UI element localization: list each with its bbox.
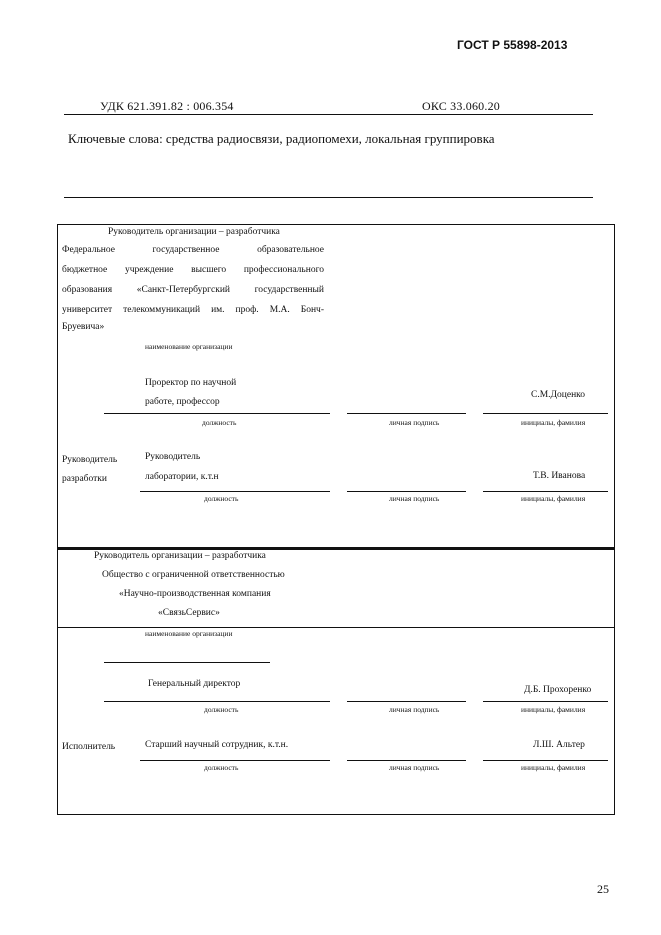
- block2-org-line: Общество с ограниченной ответственностью: [102, 570, 285, 580]
- block2-org-line: «СвязьСервис»: [158, 608, 220, 618]
- role-line2: разработки: [62, 474, 107, 484]
- position-line: [140, 491, 330, 492]
- oks-code: ОКС 33.060.20: [422, 99, 500, 113]
- block2-org-caption: наименование организации: [145, 629, 233, 638]
- position-line: [104, 413, 330, 414]
- table-top-border: [57, 224, 615, 225]
- caption-signature: личная подпись: [389, 763, 440, 772]
- block2-initials1: Д.Б. Прохоренко: [524, 685, 592, 695]
- role-line1: Руководитель: [62, 455, 118, 465]
- block2-initials2: Л.Ш. Альтер: [533, 740, 585, 750]
- block1-org-line: университет телекоммуникаций им. проф. М.А. Бонч-: [62, 305, 324, 315]
- block1-heading: Руководитель организации – разработчика: [108, 227, 280, 237]
- table-left-border: [57, 224, 58, 815]
- standard-number: ГОСТ Р 55898-2013: [457, 38, 568, 52]
- keywords-underline: [64, 197, 593, 198]
- block2-position1: Генеральный директор: [148, 679, 241, 689]
- table-right-border: [614, 224, 615, 815]
- block2-position2: Старший научный сотрудник, к.т.н.: [145, 740, 289, 750]
- table-bottom-border: [57, 814, 615, 815]
- caption-position: должность: [204, 705, 239, 714]
- block1-position2-line2: лаборатории, к.т.н: [145, 472, 219, 482]
- block1-position-line1: Проректор по научной: [145, 378, 237, 388]
- block1-org-caption: наименование организации: [145, 342, 233, 351]
- caption-initials: инициалы, фамилия: [521, 763, 586, 772]
- initials-line: [483, 491, 608, 492]
- signature-line: [347, 701, 466, 702]
- block1-org-line: Бруевича»: [62, 322, 105, 332]
- block1-initials2: Т.В. Иванова: [533, 471, 586, 481]
- block1-org-line: Федеральное государственное образовательное: [62, 245, 324, 255]
- caption-position: должность: [202, 418, 237, 427]
- caption-position: должность: [204, 763, 239, 772]
- signature-line: [347, 413, 466, 414]
- caption-position: должность: [204, 494, 239, 503]
- caption-initials: инициалы, фамилия: [521, 418, 586, 427]
- block1-org-line: бюджетное учреждение высшего профессионального: [62, 265, 324, 275]
- initials-line: [483, 760, 608, 761]
- block2-role: Исполнитель: [62, 742, 116, 752]
- block1-position-line2: работе, профессор: [145, 397, 220, 407]
- caption-signature: личная подпись: [389, 705, 440, 714]
- position-line: [104, 701, 330, 702]
- block1-org-line: образования «Санкт-Петербургский государственный: [62, 285, 324, 295]
- position-line: [140, 760, 330, 761]
- block2-heading: Руководитель организации – разработчика: [94, 551, 266, 561]
- initials-line: [483, 413, 608, 414]
- block1-position2-line1: Руководитель: [145, 452, 201, 462]
- udk-underline: [64, 114, 593, 115]
- caption-signature: личная подпись: [389, 418, 440, 427]
- block1-initials1: С.М.Доценко: [531, 390, 586, 400]
- page-number: 25: [597, 882, 609, 896]
- section-divider: [57, 547, 615, 550]
- signature-line: [347, 760, 466, 761]
- block2-org-underline: [57, 627, 615, 628]
- initials-line: [483, 701, 608, 702]
- block2-extra-line: [104, 662, 270, 663]
- block1-tick: [57, 338, 58, 346]
- udk-code: УДК 621.391.82 : 006.354: [100, 99, 234, 113]
- caption-initials: инициалы, фамилия: [521, 705, 586, 714]
- caption-signature: личная подпись: [389, 494, 440, 503]
- signature-line: [347, 491, 466, 492]
- caption-initials: инициалы, фамилия: [521, 494, 586, 503]
- keywords: Ключевые слова: средства радиосвязи, радиопомехи, локальная группировка: [68, 131, 495, 146]
- block2-org-line: «Научно-производственная компания: [119, 589, 271, 599]
